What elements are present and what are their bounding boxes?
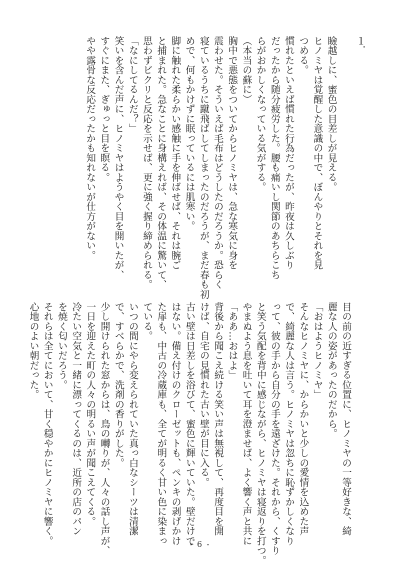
text-line: やまぬよう息を吐いて耳を澄ませば、よく響く声と共に — [240, 302, 252, 546]
text-line: で、綺麗な人は言う。ヒノミヤは忽ちに恥ずかしくなり — [283, 302, 295, 546]
text-line: 「なにしてるんだ？」 — [126, 36, 138, 134]
text-line: それらは全てにおいて、甘く穏やかにヒノミヤに響く。 — [41, 302, 53, 546]
text-line: そんなヒノミヤに、からかいと少しの愛情を込めた声 — [297, 302, 309, 536]
text-line: つめる。 — [297, 36, 309, 75]
text-line: を焼く匂いだろう。 — [55, 302, 67, 390]
text-line: 古い壁は日差しを浴びて、蜜色に輝いていた。壁だけで — [183, 302, 195, 546]
text-line: 目の前の近すぎる位置に、ヒノミヤの一等好きな、綺 — [340, 302, 351, 536]
text-line: １． — [354, 36, 365, 56]
text-line: 「おはようヒノミヤ」 — [311, 302, 323, 400]
text-line: やや露骨な反応だったかも知れないが仕方がない。 — [84, 36, 96, 261]
text-line: 一日を迎えた町の人々の明るい声が聞こえてくる。 — [84, 302, 96, 527]
text-line: 寝ているうちに蹴飛ばしてしまったのだろうが、まだ春も初 — [197, 36, 209, 300]
text-line: と捕まれた。急なことに身構えれば、その体温に驚いて、 — [155, 36, 167, 290]
text-line: 脚に触れた柔らかい感触に手を伸ばせば、それは腕ご — [169, 36, 181, 270]
text-line: だったから随分疲労した。腰も痛いし関節のあちらこち — [268, 36, 280, 280]
text-line: けば、自宅の見慣れた古い壁が目に入る。 — [197, 302, 209, 488]
text-line: で、すべらかで、洗剤の香りがした。 — [112, 302, 124, 468]
text-line: めで、何もかけずに眠っているには肌寒い。 — [183, 36, 195, 231]
text-line: た扉も、中古の冷蔵庫も、全てが明るく甘い色に染まっ — [155, 302, 167, 546]
text-line: 笑いを含んだ声に、ヒノミヤはようやく目を開いたが、 — [112, 36, 124, 280]
text-line: （本当の蘇に） — [240, 36, 252, 105]
text-line: ヒノミヤは覚醒した意識の中で、ぼんやりとそれを見 — [311, 36, 323, 270]
upper-text-block — [82, 36, 366, 300]
lower-text-block — [25, 302, 352, 566]
text-line: すぐにまた、ぎゅっと目を瞑る。 — [98, 36, 110, 183]
text-line: 少し開けられた窓からは、鳥の囀りが、人々の話し声が、 — [98, 302, 110, 556]
text-line: ている。 — [141, 302, 153, 341]
text-line: 胸中で悪態をついてからヒノミヤは、急な寒気に身を — [226, 36, 238, 270]
text-line: はない。備え付けのクローゼットも、ペンキの剥げかけ — [169, 302, 181, 546]
text-line — [338, 36, 352, 274]
text-line: いつの間にやら変えられていた真っ白なシーツは清潔 — [126, 302, 138, 536]
text-line: らがおかしくなっている気がする。 — [254, 36, 266, 192]
text-line: 麗な人の姿があったのだから。 — [325, 302, 337, 439]
page-number: - 6 - — [189, 540, 211, 549]
text-line: 「ああ…おはよ」 — [226, 302, 238, 380]
text-line: 瞼越しに、蜜色の目差しが見える。 — [325, 36, 337, 192]
text-line: 背後から聞こえ続ける笑い声は無視して、再度目を開 — [212, 302, 224, 536]
text-line: 思わずビクリと反応を示せば、更に強く握り締められる。 — [140, 36, 152, 290]
text-line: 慣れたといえば慣れた行為だったが、昨夜は久しぶり — [282, 36, 294, 270]
text-line: って、彼の手から自分の手を遠ざけた。それから、くすり — [268, 302, 280, 556]
text-line: 心地のよい朝だった。 — [27, 302, 39, 400]
text-line: 震わせた。そういえば毛布はどうしたのだろうか。恐らく — [211, 36, 223, 290]
text-line: 冷たい空気と一緒に漂ってくるのは、近所の店のパン — [70, 302, 82, 536]
text-line: と笑う気配を背中に感じながら、ヒノミヤは寝返りを打つ。 — [254, 302, 266, 566]
